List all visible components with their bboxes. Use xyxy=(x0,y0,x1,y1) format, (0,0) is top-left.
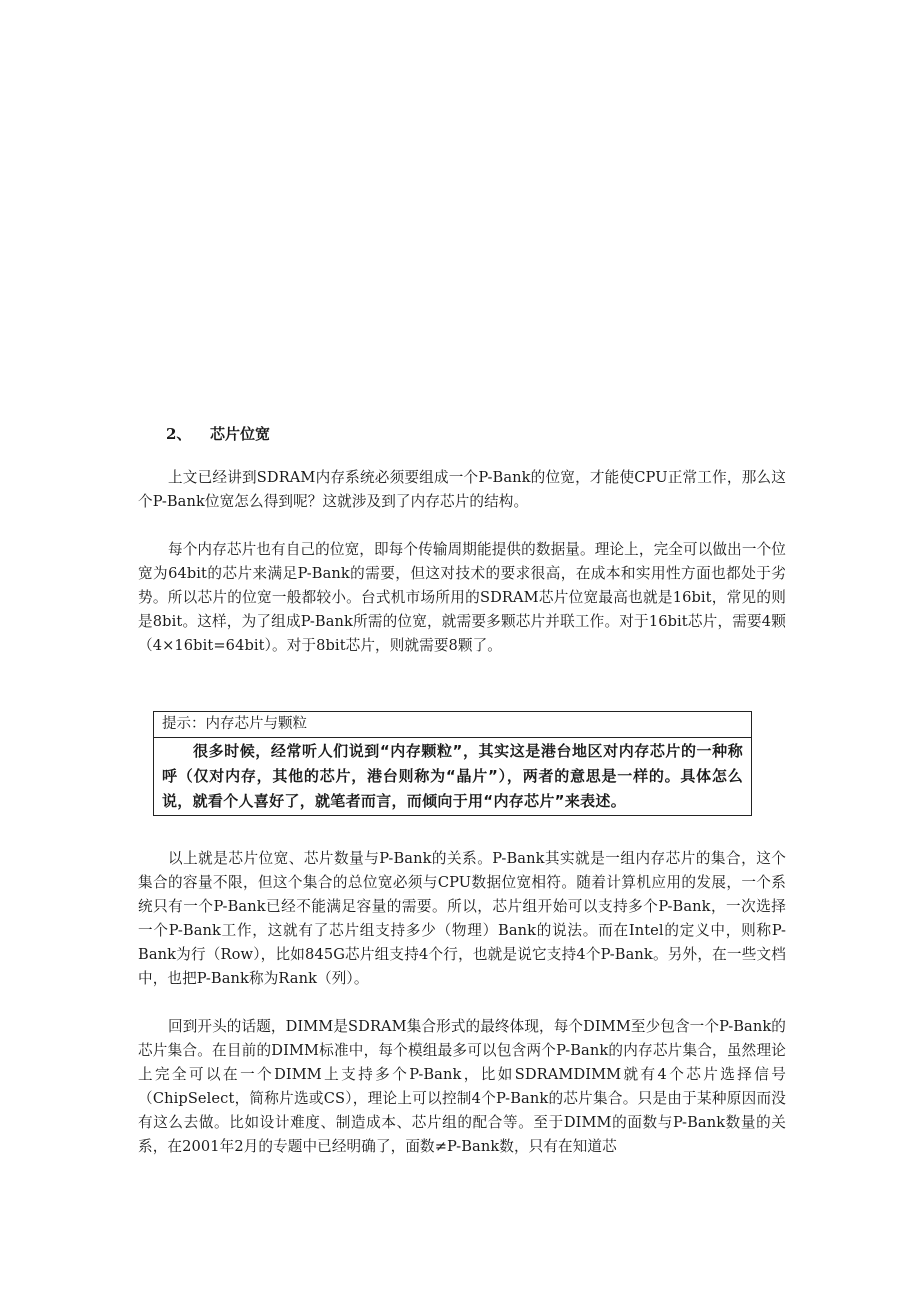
tip-title: 提示：内存芯片与颗粒 xyxy=(154,712,751,738)
paragraph-chip-width: 每个内存芯片也有自己的位宽，即每个传输周期能提供的数据量。理论上，完全可以做出一个位宽为64bit的芯片来满足P-Bank的需要，但这对技术的要求很高，在成本和实用性方面也都处于劣势。所以芯片的位宽一般都较小。台式机市场所用的SDRAM芯片位宽最高也就是16bit，常见的则是8bit。这样，为了组成P-Bank所需的位宽，就需要多颗芯片并联工作。对于16bit芯片，需要4颗（4×16bit=64bit）。对于8bit芯片，则就需要8颗了。 xyxy=(138,541,786,654)
paragraph-intro: 上文已经讲到SDRAM内存系统必须要组成一个P-Bank的位宽，才能使CPU正常工作，那么这个P-Bank位宽怎么得到呢？这就涉及到了内存芯片的结构。 xyxy=(138,469,786,510)
paragraph-dimm: 回到开头的话题，DIMM是SDRAM集合形式的最终体现，每个DIMM至少包含一个P-Bank的芯片集合。在目前的DIMM标准中，每个模组最多可以包含两个P-Bank的内存芯片集合，虽然理论上完全可以在一个DIMM上支持多个P-Bank，比如SDRAMDIMM就有4个芯片选择信号（ChipSelect，简称片选或CS），理论上可以控制4个P-Bank的芯片集合。只是由于某种原因而没有这么去做。比如设计难度、制造成本、芯片组的配合等。至于DIMM的面数与P-Bank数量的关系，在2001年2月的专题中已经明确了，面数≠P-Bank数，只有在知道芯 xyxy=(138,1018,786,1155)
tip-box xyxy=(153,711,752,816)
paragraph-pbank-relation: 以上就是芯片位宽、芯片数量与P-Bank的关系。P-Bank其实就是一组内存芯片的集合，这个集合的容量不限，但这个集合的总位宽必须与CPU数据位宽相符。随着计算机应用的发展，一个系统只有一个P-Bank已经不能满足容量的需要。所以，芯片组开始可以支持多个P-Bank，一次选择一个P-Bank工作，这就有了芯片组支持多少（物理）Bank的说法。而在Intel的定义中，则称P-Bank为行（Row），比如845G芯片组支持4个行，也就是说它支持4个P-Bank。另外，在一些文档中，也把P-Bank称为Rank（列）。 xyxy=(138,850,786,987)
tip-body: 很多时候，经常听人们说到“内存颗粒”，其实这是港台地区对内存芯片的一种称呼（仅对内存，其他的芯片，港台则称为“晶片”），两者的意思是一样的。具体怎么说，就看个人喜好了，就笔者而言，而倾向于用“内存芯片”来表述。 xyxy=(162,742,743,810)
section-heading xyxy=(166,423,270,445)
section-number: 2、 xyxy=(166,425,192,443)
section-title: 芯片位宽 xyxy=(210,425,271,443)
